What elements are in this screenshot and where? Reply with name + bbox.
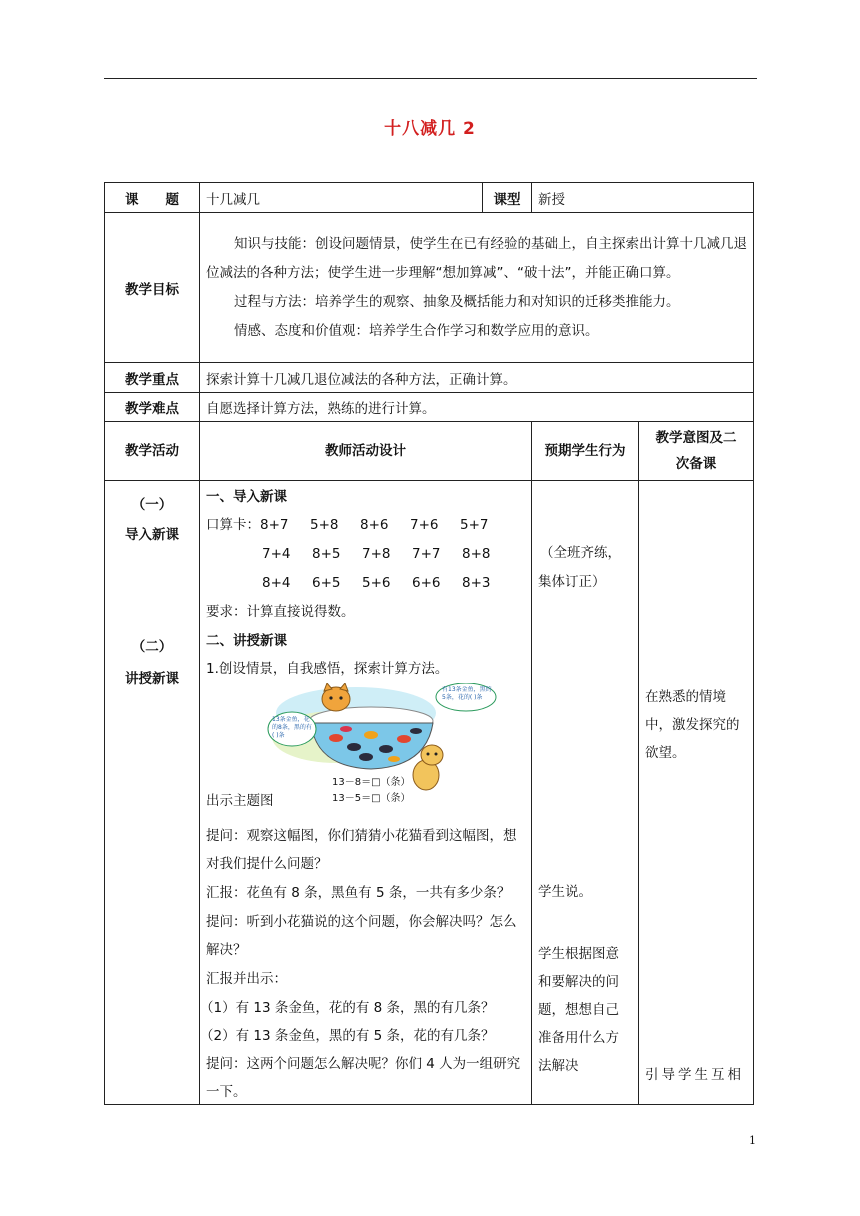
question-2: 提问：听到小花猫说的这个问题，你会解决吗？怎么解决？: [206, 914, 517, 958]
bubble-right-text: 有13条金鱼，黑的5条，花的( )条: [442, 686, 492, 701]
intent-note-1: [645, 683, 747, 767]
student-note-3-line: 法解决: [538, 1058, 579, 1074]
row-difficult-point: [105, 393, 754, 422]
goal-emotion: 情感、态度和价值观：培养学生合作学习和数学应用的意识。: [234, 322, 599, 339]
student-note-1b: 集体订正）: [538, 574, 606, 590]
card-item: 6+6: [412, 575, 441, 591]
teaching-intent: [639, 481, 754, 1105]
student-note-3-line: 准备用什么方: [538, 1030, 619, 1046]
student-note-1a: （全班齐练，: [540, 545, 621, 561]
page-number: 1: [749, 1134, 756, 1147]
report-1: 汇报：花鱼有 8 条，黑鱼有 5 条，一共有多少条？: [206, 885, 511, 901]
mental-math-row-2: [262, 540, 527, 568]
card-item: 8+8: [462, 546, 491, 562]
lesson-plan-table: [104, 182, 754, 1105]
card-item: 7+7: [412, 546, 441, 562]
bubble-left-text: 13条金鱼，花的8条，黑的有( )条: [272, 716, 312, 739]
speech-bubble-right: [436, 683, 496, 711]
card-item: 7+8: [362, 546, 391, 562]
cat-left-icon: [322, 683, 350, 711]
key-label: 教学重点: [105, 363, 200, 393]
activity-sections: [105, 481, 200, 1105]
intent-line: 中，激发探究的: [645, 717, 740, 733]
row-goals: [105, 213, 754, 363]
card-item: 8+3: [462, 575, 491, 591]
mental-math-row-1: [206, 511, 527, 539]
row-key-point: [105, 363, 754, 393]
header-intent-line2: 次备课: [675, 456, 717, 472]
card-item: 5+8: [310, 517, 339, 533]
header-intent: [639, 422, 754, 481]
speech-bubble-left: [268, 712, 316, 746]
student-note-3: [538, 940, 632, 1080]
card-item: 5+7: [460, 517, 489, 533]
header-teacher: 教师活动设计: [200, 422, 532, 481]
card-item: 8+5: [312, 546, 341, 562]
section-2-name: 讲授新课: [125, 671, 179, 687]
problem-1: （1）有 13 条金鱼，花的有 8 条，黑的有几条？: [200, 1000, 495, 1016]
problem-2: （2）有 13 条金鱼，黑的有 5 条，花的有几条？: [200, 1028, 495, 1044]
card-item: 8+4: [262, 575, 291, 591]
card-item: 5+6: [362, 575, 391, 591]
student-note-2: 学生说。: [538, 884, 592, 900]
subject-label: 课 题: [105, 183, 200, 213]
report-2: 汇报并出示：: [206, 971, 287, 987]
card-item: 7+4: [262, 546, 291, 562]
type-label: 课型: [483, 183, 532, 213]
goal-process: 过程与方法：培养学生的观察、抽象及概括能力和对知识的迁移类推能力。: [234, 293, 680, 310]
mental-math-row-3: [262, 569, 527, 597]
intent-line: 欲望。: [645, 745, 686, 761]
equation-2: 13－5＝□（条）: [332, 793, 411, 804]
goal-knowledge: 知识与技能：创设问题情景，使学生在已有经验的基础上，自主探索出计算十几减几退位减法的各种方法；使学生进一步理解“想加算减”、“破十法”，并能正确口算。: [206, 235, 747, 281]
teacher-activity: [200, 481, 532, 1105]
section-2-num: （二）: [131, 639, 173, 655]
teacher-heading-2: 二、讲授新课: [206, 633, 287, 649]
subject-value: 十几减几: [200, 183, 483, 213]
key-value: 探索计算十几减几退位减法的各种方法，正确计算。: [200, 363, 754, 393]
student-note-3-line: 和要解决的问: [538, 974, 619, 990]
header-rule: [104, 78, 757, 79]
page-title: 十八减几 2: [384, 119, 476, 139]
show-theme-picture: 出示主题图: [206, 793, 274, 809]
student-behavior: [532, 481, 639, 1105]
row-activity-body: [105, 481, 754, 1105]
difficult-label: 教学难点: [105, 393, 200, 422]
question-1: 提问：观察这幅图，你们猜猜小花猫看到这幅图，想对我们提什么问题？: [206, 828, 517, 872]
difficult-value: 自愿选择计算方法，熟练的进行计算。: [200, 393, 754, 422]
card-item: 7+6: [410, 517, 439, 533]
section-1-num: （一）: [131, 497, 173, 513]
student-note-3-line: 学生根据图意: [538, 946, 619, 962]
card-item: 8+7: [260, 517, 289, 533]
card-item: 6+5: [312, 575, 341, 591]
header-activity: 教学活动: [105, 422, 200, 481]
header-student: 预期学生行为: [532, 422, 639, 481]
question-3: 提问：这两个问题怎么解决呢？你们 4 人为一组研究一下。: [206, 1056, 521, 1100]
section-1-name: 导入新课: [125, 527, 179, 543]
teacher-heading-1: 一、导入新课: [206, 489, 287, 505]
row-activity-header: [105, 422, 754, 481]
card-requirement: 要求：计算直接说得数。: [206, 604, 355, 620]
equation-1: 13－8＝□（条）: [332, 777, 411, 788]
type-value: 新授: [532, 183, 754, 213]
intent-note-2: 引导学生互相: [645, 1067, 744, 1083]
step-1: 1.创设情景，自我感悟，探索计算方法。: [206, 661, 449, 677]
student-note-3-line: 题，想想自己: [538, 1002, 619, 1018]
goals-label: 教学目标: [105, 213, 200, 363]
intent-line: 在熟悉的情境: [645, 689, 726, 705]
row-subject: [105, 183, 754, 213]
goals-content: [200, 213, 754, 363]
card-label: 口算卡：: [206, 517, 260, 533]
header-intent-line1: 教学意图及二: [655, 430, 737, 446]
card-item: 8+6: [360, 517, 389, 533]
